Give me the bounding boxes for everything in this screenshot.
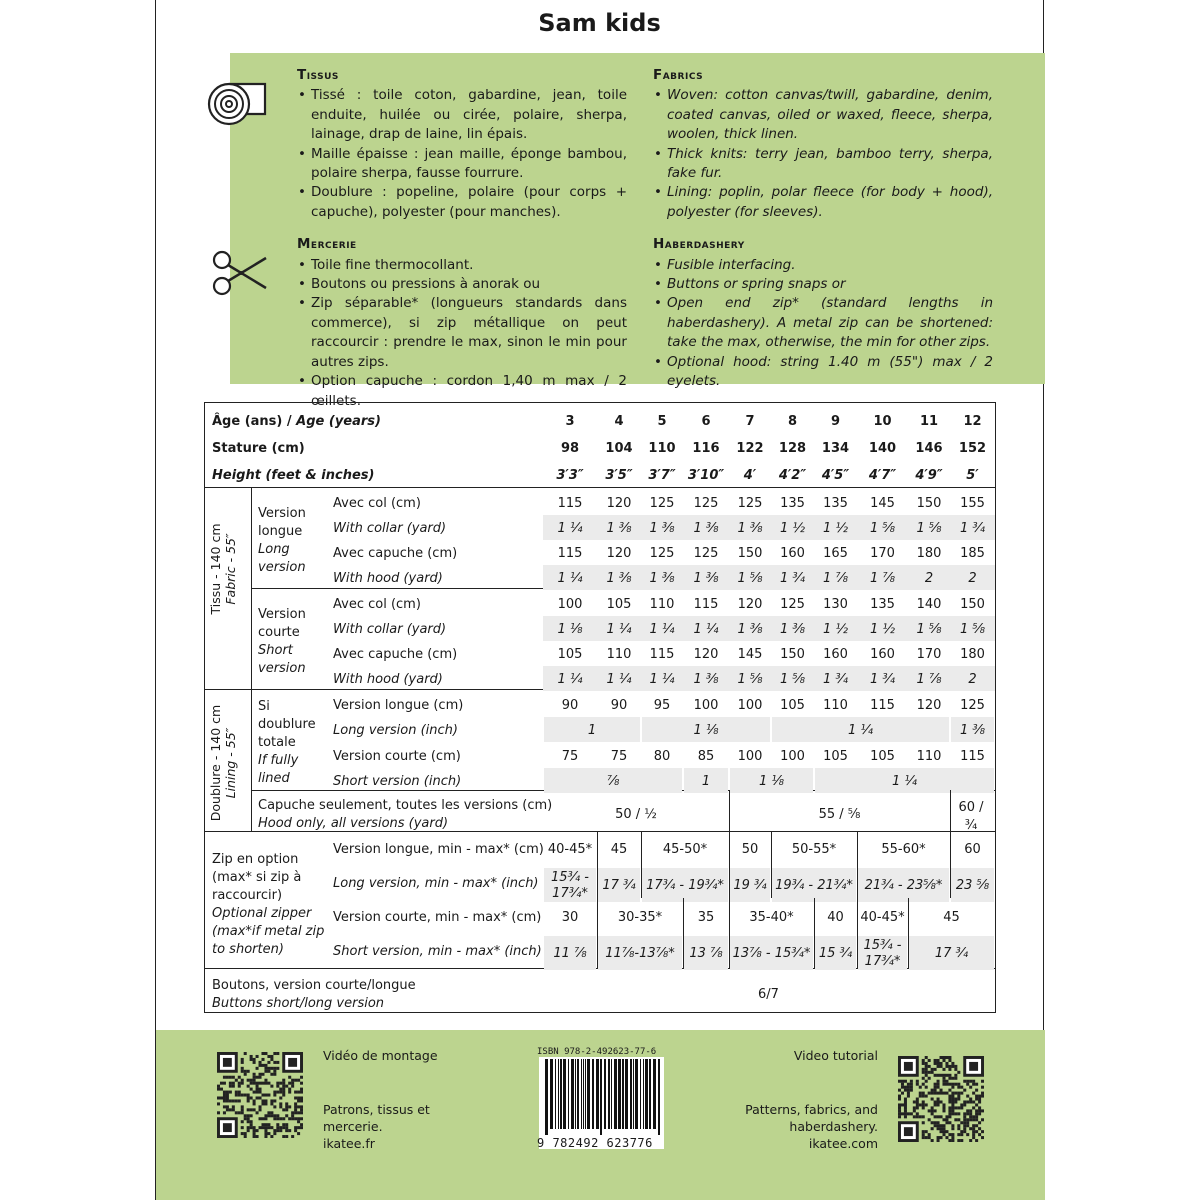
table-cell: 120 [693, 647, 719, 662]
merged-cell: 1 ¼ [891, 774, 917, 789]
merged-cell: 60 [964, 842, 981, 857]
row-label: With hood (yard) [333, 672, 443, 687]
table-cell: 1 ⅜ [649, 521, 675, 536]
header-cell: 5′ [966, 468, 979, 483]
table-cell: 150 [780, 647, 805, 662]
zip-label: Zip en option (max* si zip à raccourcir) Optional zipper (max*if metal zip to shorten) [212, 852, 325, 957]
table-cell: 120 [606, 546, 632, 561]
merged-cell: 45 [943, 910, 960, 925]
table-cell: 80 [653, 749, 671, 764]
merged-cell: 40-45* [547, 842, 593, 857]
header-cell: 3′3″ [556, 468, 584, 483]
table-cell: 1 ¼ [606, 622, 632, 637]
table-cell: 1 ⅞ [916, 672, 942, 687]
table-cell: 1 ⅛ [557, 622, 583, 637]
row-label: Avec capuche (cm) [333, 546, 458, 561]
merged-cell: 1 [701, 774, 711, 789]
table-cell: 1 ⅞ [869, 571, 895, 586]
header-cell: 134 [821, 441, 850, 456]
video-label-fr: Vidéo de montage [323, 1048, 438, 1063]
shop-en: Patterns, fabrics, and haberdashery. ikatee.com [745, 1102, 878, 1151]
table-cell: 1 ¼ [557, 521, 583, 536]
video-label-en: Video tutorial [793, 1048, 878, 1063]
merged-cell: 13 ⅞ [689, 946, 723, 961]
header-cell: 140 [868, 441, 897, 456]
table-cell: 95 [653, 698, 671, 713]
table-cell: 110 [916, 749, 942, 764]
row-label: Short version, min - max* (inch) [333, 944, 542, 959]
cell-divider [950, 790, 951, 831]
table-cell: 180 [916, 546, 942, 561]
table-cell: 1 ⅜ [649, 571, 675, 586]
list-item: • Open end zip* (standard lengths in haberdashery). A metal zip can be shortened: take the max, otherwise, the min for other zips. [653, 294, 993, 352]
header-cell: 116 [692, 441, 720, 456]
merged-cell: 1 ⅛ [758, 774, 784, 789]
fabric-group-label: Tissu - 140 cm Fabric - 55″ [208, 523, 238, 615]
table-cell: 1 ⅜ [779, 622, 805, 637]
row-label: Long version (inch) [333, 723, 458, 738]
table-cell: 115 [870, 698, 895, 713]
header-cell: 146 [915, 441, 943, 456]
list-item: • Boutons ou pressions à anorak ou [297, 275, 627, 294]
table-cell: 105 [557, 647, 583, 662]
table-cell: 105 [870, 749, 895, 764]
table-cell: 1 ⅝ [959, 622, 985, 637]
merged-cell: 50 / ½ [615, 807, 657, 822]
table-cell: 1 ⅝ [779, 672, 805, 687]
page-title: Sam kids [538, 9, 661, 37]
buttons-label-en: Buttons short/long version [212, 996, 385, 1011]
header-cell: 11 [919, 414, 939, 429]
table-cell: 1 ¼ [649, 622, 675, 637]
table-cell: 1 ¼ [606, 672, 632, 687]
isbn-text: ISBN 978-2-492623-77-6 [537, 1047, 657, 1057]
table-cell: 160 [780, 546, 805, 561]
table-cell: 170 [870, 546, 895, 561]
merged-cell: 17 ¾ [602, 878, 636, 893]
table-cell: 160 [870, 647, 895, 662]
fabrics-heading-en: Fabrics [653, 67, 704, 83]
list-item: • Buttons or spring snaps or [653, 275, 993, 294]
header-cell: 4 [614, 414, 624, 429]
header-cell: 4′9″ [915, 468, 943, 483]
table-cell: 1 ⅜ [693, 672, 719, 687]
header-cell: 98 [560, 441, 580, 456]
merged-cell: 55-60* [881, 842, 926, 857]
table-cell: 135 [780, 496, 805, 511]
table-cell: 150 [916, 496, 942, 511]
merged-cell: 30 [561, 910, 579, 925]
row-label: Avec capuche (cm) [333, 647, 458, 662]
table-cell: 180 [960, 647, 985, 662]
merged-cell: 50 [741, 842, 759, 857]
row-label: Avec col (cm) [333, 597, 421, 612]
merged-cell: 35-40* [749, 910, 794, 925]
row-label: Version courte, min - max* (cm) [333, 910, 542, 925]
long-version-label: Version longue Long version [258, 506, 306, 575]
merged-cell: 35 [697, 910, 715, 925]
buttons-value: 6/7 [758, 987, 779, 1002]
list-item: • Option capuche : cordon 1,40 m max / 2 œillets. [297, 372, 627, 411]
table-cell: 1 ¼ [557, 571, 583, 586]
row-label: Short version (inch) [333, 774, 462, 789]
merged-cell: 11⅞-13⅞* [605, 946, 675, 961]
table-cell: 1 ⅝ [869, 521, 895, 536]
row-label: Avec col (cm) [333, 496, 421, 511]
merged-cell: 55 / ⅝ [818, 807, 861, 822]
table-cell: 110 [649, 597, 675, 612]
header-cell: 8 [787, 414, 798, 429]
table-cell: 125 [737, 496, 763, 511]
table-cell: 75 [610, 749, 628, 764]
table-cell: 130 [823, 597, 848, 612]
age-label: Âge (ans) / Age (years) [212, 414, 381, 429]
merged-cell: 19¾ - 21¾* [775, 878, 853, 893]
table-cell: 100 [737, 698, 763, 713]
header-cell: 3′5″ [605, 468, 633, 483]
merged-cell: 21¾ - 23⅝* [864, 878, 943, 893]
table-cell: 2 [968, 571, 977, 586]
header-cell: 128 [778, 441, 807, 456]
list-item: • Optional hood: string 1.40 m (55") max / 2 eyelets. [653, 353, 993, 392]
table-cell: 115 [557, 496, 583, 511]
merged-cell: 19 ¾ [733, 878, 767, 893]
table-cell: 125 [780, 597, 805, 612]
header-cell: 4′2″ [778, 468, 807, 483]
merged-cell: 17 ¾ [934, 946, 969, 961]
table-cell: 1 ⅝ [916, 521, 942, 536]
header-cell: 3 [565, 414, 575, 429]
header-cell: 4′5″ [821, 468, 850, 483]
table-cell: 1 ½ [779, 521, 805, 536]
buttons-label-fr: Boutons, version courte/longue [212, 978, 416, 993]
table-cell: 100 [557, 597, 583, 612]
header-cell: 3′10″ [687, 468, 725, 483]
table-cell: 105 [606, 597, 632, 612]
table-cell: 120 [737, 597, 763, 612]
table-cell: 150 [737, 546, 763, 561]
table-cell: 1 ¼ [649, 672, 675, 687]
merged-cell: 30-35* [617, 910, 663, 925]
list-item: • Toile fine thermocollant. [297, 256, 627, 275]
table-cell: 100 [693, 698, 719, 713]
table-cell: 90 [610, 698, 628, 713]
fabric-roll-icon [207, 72, 271, 132]
group-divider [251, 488, 252, 831]
merged-cell: 1 ¼ [847, 723, 873, 738]
qr-code-fr[interactable] [217, 1052, 303, 1138]
row-label: With collar (yard) [333, 622, 447, 637]
table-cell: 125 [693, 496, 719, 511]
merged-cell: 60 / ¾ [958, 800, 984, 833]
table-cell: 120 [916, 698, 942, 713]
merged-cell: 50-55* [791, 842, 837, 857]
merged-cell: 15 ¾ [818, 946, 853, 961]
table-cell: 90 [561, 698, 579, 713]
header-cell: 4′ [743, 468, 757, 483]
table-cell: 1 ⅞ [822, 571, 848, 586]
fully-lined-label: Si doublure totale If fully lined [258, 699, 316, 786]
merged-cell: 1 ⅜ [959, 723, 985, 738]
merged-cell: 45 [610, 842, 628, 857]
ikatee-com-link[interactable]: ikatee.com [808, 1136, 878, 1151]
hood-only-label-fr: Capuche seulement, toutes les versions (cm) [258, 798, 553, 813]
table-cell: 85 [697, 749, 715, 764]
table-cell: 125 [960, 698, 985, 713]
table-cell: 1 ⅜ [606, 521, 632, 536]
header-cell: 122 [736, 441, 764, 456]
fabrics-fr [297, 66, 627, 411]
table-cell: 105 [780, 698, 805, 713]
header-cell: 7 [745, 414, 755, 429]
merged-cell: 15¾ - 17¾* [863, 938, 902, 969]
table-cell: 150 [960, 597, 985, 612]
barcode-number: 9 782492 623776 [537, 1136, 653, 1150]
list-item: • Lining: poplin, polar fleece (for body + hood), polyester (for sleeves). [653, 183, 993, 222]
table-cell: 155 [960, 496, 985, 511]
table-cell: 1 ⅝ [737, 672, 763, 687]
table-cell: 1 ¾ [779, 571, 805, 586]
merged-cell: 1 ⅛ [693, 723, 719, 738]
haberdashery-heading-en: Haberdashery [653, 236, 745, 253]
table-cell: 1 ¾ [959, 521, 985, 536]
row-label: Version longue, min - max* (cm) [333, 842, 544, 857]
table-cell: 1 ½ [869, 622, 895, 637]
table-cell: 1 ⅝ [737, 571, 763, 586]
zip-divider [205, 831, 995, 832]
merged-cell: 45-50* [662, 842, 708, 857]
table-cell: 125 [649, 546, 675, 561]
table-cell: 1 ½ [822, 521, 848, 536]
list-item: • Woven: cotton canvas/twill, gabardine, denim, coated canvas, oiled or waxed, fleece, sherpa, woolen, thick linen. [653, 86, 993, 144]
header-cell: 152 [958, 441, 987, 456]
row-label: Version courte (cm) [333, 749, 461, 764]
merged-cell: 40 [827, 910, 844, 925]
table-cell: 1 ¾ [822, 672, 848, 687]
fabrics-heading-fr: Tissus [297, 67, 339, 83]
header-cell: 10 [873, 414, 892, 429]
table-cell: 170 [916, 647, 942, 662]
table-cell: 140 [916, 597, 942, 612]
table-cell: 100 [737, 749, 763, 764]
merged-cell: 40-45* [860, 910, 905, 925]
list-item: • Tissé : toile coton, gabardine, jean, toile enduite, huilée ou cirée, polaire, sherpa, lainage, drap de laine, lin épais. [297, 86, 627, 144]
list-item: • Zip séparable* (longueurs standards dans commerce), si zip métallique on peut raccourcir : prendre le max, sinon le min pour autres zips. [297, 294, 627, 372]
merged-cell: 17¾ - 19¾* [646, 878, 724, 893]
table-cell: 1 ¾ [869, 672, 895, 687]
table-cell: 1 ⅜ [693, 571, 719, 586]
table-cell: 110 [823, 698, 848, 713]
table-cell: 145 [737, 647, 763, 662]
table-cell: 115 [693, 597, 719, 612]
table-cell: 1 ⅜ [693, 521, 719, 536]
cell-divider [857, 898, 858, 968]
merged-cell: 11 ⅞ [553, 946, 587, 961]
size-chart-table [204, 402, 996, 1013]
header-cell: 9 [830, 414, 841, 429]
table-cell: 135 [823, 496, 848, 511]
hood-only-label-en: Hood only, all versions (yard) [258, 816, 449, 831]
merged-cell: 23 ⅝ [955, 878, 990, 893]
header-cell: 110 [648, 441, 676, 456]
haberdashery-heading-fr: Mercerie [297, 236, 357, 253]
header-divider [205, 487, 995, 488]
table-cell: 1 ⅜ [606, 571, 632, 586]
header-cell: 12 [963, 414, 982, 429]
table-cell: 125 [693, 546, 719, 561]
scissors-icon [210, 248, 270, 298]
table-cell: 120 [606, 496, 632, 511]
table-cell: 185 [960, 546, 985, 561]
table-cell: 135 [870, 597, 895, 612]
table-cell: 115 [960, 749, 985, 764]
table-cell: 1 ⅜ [737, 521, 763, 536]
table-cell: 1 ½ [822, 622, 848, 637]
list-item: • Thick knits: terry jean, bamboo terry, sherpa, fake fur. [653, 145, 993, 184]
row-label: With hood (yard) [333, 571, 443, 586]
fabrics-en [653, 66, 993, 392]
header-cell: 4′7″ [868, 468, 897, 483]
list-item: • Fusible interfacing. [653, 256, 993, 275]
table-cell: 75 [561, 749, 579, 764]
merged-cell: 13⅞ - 15¾* [732, 946, 811, 961]
table-cell: 1 ⅜ [737, 622, 763, 637]
list-item: • Doublure : popeline, polaire (pour corps + capuche), polyester (pour manches). [297, 183, 627, 222]
short-version-label: Version courte Short version [258, 607, 306, 676]
table-cell: 165 [823, 546, 848, 561]
table-cell: 115 [649, 647, 675, 662]
merged-cell: 1 [587, 723, 597, 738]
height-label: Height (feet & inches) [212, 468, 375, 483]
row-label: Long version, min - max* (inch) [333, 876, 539, 891]
table-cell: 110 [606, 647, 632, 662]
ikatee-fr-link[interactable]: ikatee.fr [323, 1136, 375, 1151]
lining-group-label: Doublure - 140 cm Lining - 55″ [208, 704, 238, 822]
table-cell: 1 ¼ [557, 672, 583, 687]
table-cell: 160 [823, 647, 848, 662]
table-cell: 1 ⅝ [916, 622, 942, 637]
row-label: With collar (yard) [333, 521, 447, 536]
table-cell: 105 [823, 749, 848, 764]
header-cell: 5 [657, 414, 667, 429]
qr-code-en[interactable] [898, 1056, 984, 1142]
table-cell: 2 [924, 571, 934, 586]
list-item: • Maille épaisse : jean maille, éponge bambou, polaire sherpa, fausse fourrure. [297, 145, 627, 184]
header-cell: 104 [605, 441, 633, 456]
table-cell: 145 [870, 496, 895, 511]
table-cell: 100 [780, 749, 805, 764]
table-cell: 125 [649, 496, 675, 511]
row-label: Version longue (cm) [333, 698, 464, 713]
stature-label: Stature (cm) [212, 441, 305, 456]
merged-cell: ⅞ [606, 774, 620, 789]
footer [156, 1030, 1045, 1200]
header-cell: 6 [701, 414, 711, 429]
header-cell: 3′7″ [648, 468, 676, 483]
table-cell: 1 ¼ [693, 622, 719, 637]
merged-cell: 15¾ - 17¾* [551, 870, 589, 901]
pattern-back-cover [155, 0, 1044, 1200]
table-cell: 2 [968, 672, 977, 687]
table-cell: 115 [557, 546, 583, 561]
shop-fr: Patrons, tissus et mercerie. ikatee.fr [323, 1102, 430, 1151]
